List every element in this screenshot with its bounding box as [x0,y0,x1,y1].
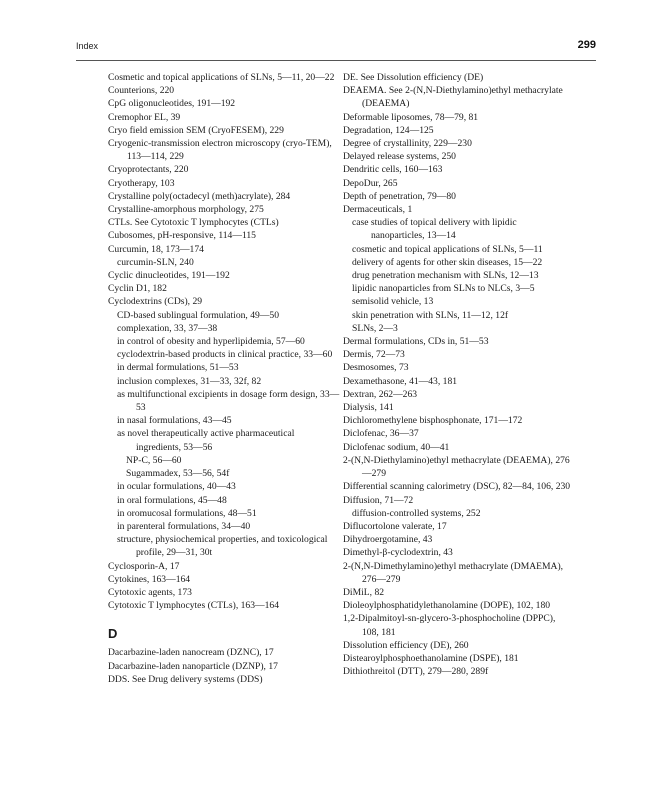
index-column-right [343,71,571,678]
index-entry: Dimethyl-β-cyclodextrin, 43 [343,547,453,559]
index-entry: DEAEMA. See 2-(N,N-Diethylamino)ethyl methacrylate (DEAEMA) [343,85,563,110]
index-entry: Cryo field emission SEM (CryoFESEM), 229 [108,124,284,136]
index-entry: skin penetration with SLNs, 11—12, 12f [352,309,509,321]
index-entry: complexation, 33, 37—38 [117,322,218,334]
index-entry: Cremophor EL, 39 [108,111,181,123]
index-entry: in dermal formulations, 51—53 [117,362,239,374]
index-entry: Sugammadex, 53—56, 54f [126,468,230,480]
index-column-left [108,71,340,686]
index-entry: Desmosomes, 73 [343,362,409,374]
index-entry: Crystalline-amorphous morphology, 275 [108,204,264,216]
index-entry: DDS. See Drug delivery systems (DDS) [108,673,263,685]
index-entry: Dexamethasone, 41—43, 181 [343,375,458,387]
index-entry: Diclofenac sodium, 40—41 [343,441,450,453]
index-entry: SLNs, 2—3 [352,322,398,334]
index-entry: Degradation, 124—125 [343,124,434,136]
index-entry: delivery of agents for other skin diseases, 15—22 [352,256,543,268]
index-entry: Cytotoxic T lymphocytes (CTLs), 163—164 [108,600,279,612]
index-entry: NP-C, 56—60 [126,454,182,466]
index-entry: Curcumin, 18, 173—174 [108,243,204,255]
index-entry: Dermaceuticals, 1 [343,204,413,216]
index-entry: Cryogenic-transmission electron microscopy (cryo-TEM), 113—114, 229 [108,138,332,163]
index-entry: Dioleoylphosphatidylethanolamine (DOPE), 102, 180 [343,600,551,612]
index-entry: in oromucosal formulations, 48—51 [117,507,257,519]
index-entry: in oral formulations, 45—48 [117,494,227,506]
index-entry: drug penetration mechanism with SLNs, 12—13 [352,270,539,282]
index-entry: inclusion complexes, 31—33, 32f, 82 [117,375,262,387]
index-entry: Delayed release systems, 250 [343,151,456,163]
index-entry: Degree of crystallinity, 229—230 [343,138,472,150]
index-entry: curcumin-SLN, 240 [117,256,194,268]
index-entry: Cryotherapy, 103 [108,177,175,189]
index-entry: Cyclin D1, 182 [108,283,167,295]
index-entry: DiMiL, 82 [343,586,385,598]
index-entry: 2-(N,N-Diethylamino)ethyl methacrylate (DEAEMA), 276—279 [343,454,570,480]
index-entry: Distearoylphosphoethanolamine (DSPE), 181 [343,652,519,664]
left-entry-list [108,71,340,612]
index-entry: Dendritic cells, 160—163 [343,164,443,176]
index-entry: Diclofenac, 36—37 [343,428,419,440]
index-entry: semisolid vehicle, 13 [352,296,434,308]
index-entry: structure, physiochemical properties, and toxicological profile, 29—31, 30t [117,534,328,559]
index-entry: Cryoprotectants, 220 [108,164,189,176]
index-entry: CpG oligonucleotides, 191—192 [108,98,236,110]
index-entry: Dissolution efficiency (DE), 260 [343,639,469,651]
index-entry: CD-based sublingual formulation, 49—50 [117,309,280,321]
index-entry: Dacarbazine-laden nanocream (DZNC), 17 [108,647,274,659]
left-entry-list-d [108,646,340,686]
index-entry: Crystalline poly(octadecyl (meth)acrylate), 284 [108,190,291,202]
index-entry: lipidic nanoparticles from SLNs to NLCs, 3—5 [352,283,535,295]
index-entry: case studies of topical delivery with lipidic nanoparticles, 13—14 [352,217,517,242]
index-entry: Dialysis, 141 [343,402,394,414]
running-header [76,38,596,61]
index-entry: 2-(N,N-Dimethylamino)ethyl methacrylate (DMAEMA), 276—279 [343,560,564,585]
index-entry: CTLs. See Cytotoxic T lymphocytes (CTLs) [108,217,279,229]
right-entry-list [343,71,571,678]
index-entry: Dextran, 262—263 [343,388,418,400]
index-entry: in control of obesity and hyperlipidemia, 57—60 [117,336,305,348]
index-entry: Dithiothreitol (DTT), 279—280, 289f [343,666,489,678]
index-entry: DepoDur, 265 [343,177,398,189]
index-entry: Deformable liposomes, 78—79, 81 [343,111,479,123]
index-entry: as multifunctional excipients in dosage form design, 33—53 [117,388,340,414]
index-entry: as novel therapeutically active pharmaceutical ingredients, 53—56 [117,428,295,453]
index-entry: Depth of penetration, 79—80 [343,190,456,202]
index-entry: Diffusion, 71—72 [343,494,414,506]
index-entry: DE. See Dissolution efficiency (DE) [343,72,484,83]
index-entry: cyclodextrin-based products in clinical practice, 33—60 [117,349,333,361]
index-entry: Cyclodextrins (CDs), 29 [108,296,203,308]
index-entry: in parenteral formulations, 34—40 [117,520,251,532]
section-title: Index [76,41,99,51]
section-letter: D [108,626,118,642]
page-number: 299 [577,39,596,51]
index-entry: 1,2-Dipalmitoyl-sn-glycero-3-phosphocholine (DPPC), 108, 181 [343,613,556,638]
index-entry: Dermis, 72—73 [343,349,405,361]
index-entry: Cyclosporin-A, 17 [108,560,180,572]
index-entry: cosmetic and topical applications of SLNs, 5—11 [352,243,543,255]
index-entry: diffusion-controlled systems, 252 [352,507,481,519]
index-entry: Cosmetic and topical applications of SLNs, 5—11, 20—22 [108,72,335,83]
index-entry: Differential scanning calorimetry (DSC), 82—84, 106, 230 [343,481,571,493]
index-entry: Cytokines, 163—164 [108,573,191,585]
index-entry: Dermal formulations, CDs in, 51—53 [343,336,489,348]
index-entry: Diflucortolone valerate, 17 [343,520,447,532]
index-entry: Counterions, 220 [108,85,175,97]
index-entry: Cyclic dinucleotides, 191—192 [108,270,230,282]
index-entry: Dacarbazine-laden nanoparticle (DZNP), 17 [108,660,278,672]
index-entry: Cubosomes, pH-responsive, 114—115 [108,230,256,242]
index-entry: Dihydroergotamine, 43 [343,534,433,546]
index-entry: Cytotoxic agents, 173 [108,586,192,598]
index-entry: Dichloromethylene bisphosphonate, 171—172 [343,415,523,427]
index-entry: in nasal formulations, 43—45 [117,415,232,427]
index-entry: in ocular formulations, 40—43 [117,481,236,493]
